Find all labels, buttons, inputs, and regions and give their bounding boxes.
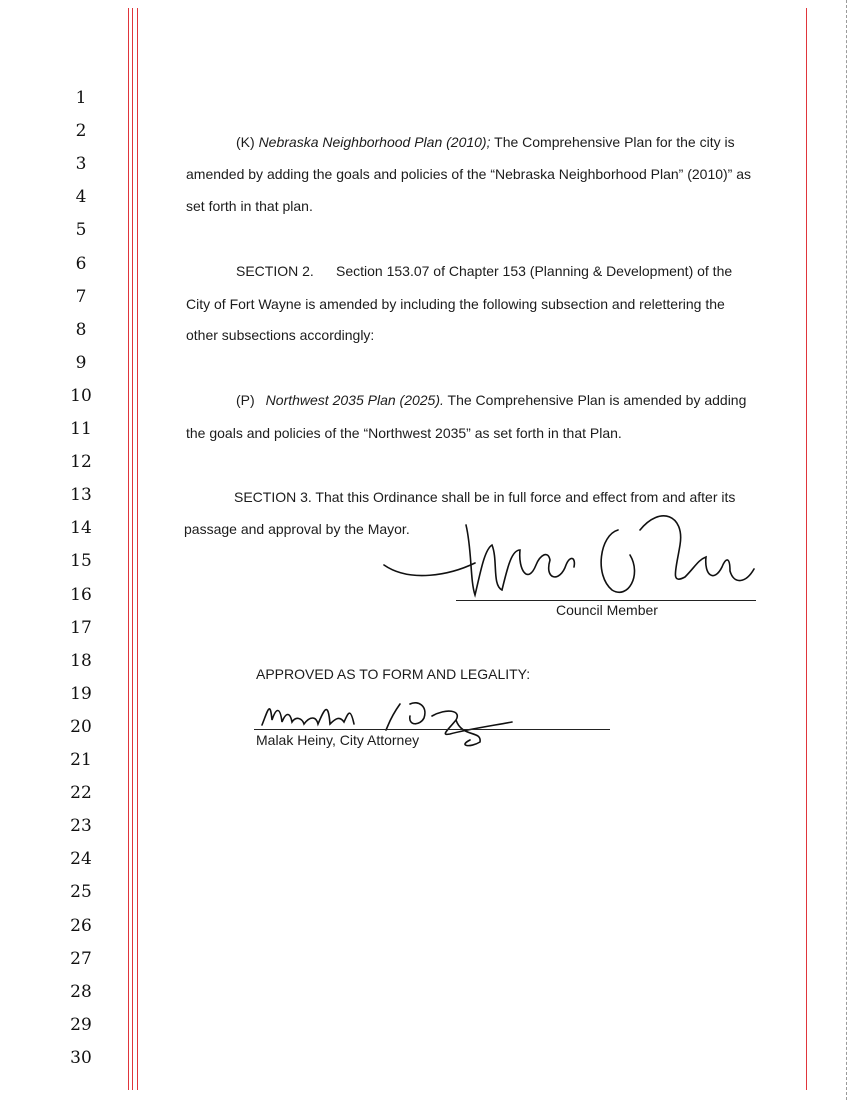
line-number: 20 xyxy=(70,716,92,737)
approval-heading: APPROVED AS TO FORM AND LEGALITY: xyxy=(256,666,531,682)
section-3-line-2: passage and approval by the Mayor. xyxy=(184,521,410,537)
council-member-caption: Council Member xyxy=(556,602,658,618)
line-number: 16 xyxy=(70,584,92,605)
line-number: 15 xyxy=(70,551,92,572)
line-number: 24 xyxy=(70,849,92,870)
line-number: 21 xyxy=(70,750,92,770)
left-margin-rule xyxy=(132,8,133,1090)
para-k-line-1: (K) Nebraska Neighborhood Plan (2010); The Comprehensive Plan for the city is xyxy=(236,134,735,150)
line-number: 30 xyxy=(70,1047,92,1068)
line-number: 26 xyxy=(70,915,92,936)
line-number: 1 xyxy=(75,88,87,108)
line-number: 23 xyxy=(70,816,92,837)
para-p-line-2: the goals and policies of the “Northwest 2035” as set forth in that Plan. xyxy=(186,425,622,441)
section-2-line-3: other subsections accordingly: xyxy=(186,327,375,343)
page-edge xyxy=(846,0,847,1100)
line-number: 11 xyxy=(70,419,92,439)
plan-title: Northwest 2035 Plan (2025). xyxy=(265,392,444,408)
line-number: 29 xyxy=(70,1014,92,1035)
line-number: 2 xyxy=(75,121,87,142)
line-number: 10 xyxy=(70,385,92,406)
line-number: 3 xyxy=(75,154,87,175)
line-number: 5 xyxy=(75,220,87,241)
council-signature-line xyxy=(456,600,756,601)
para-p-line-1: (P) Northwest 2035 Plan (2025). The Comprehensive Plan is amended by adding xyxy=(236,392,747,408)
plan-title: Nebraska Neighborhood Plan (2010); xyxy=(258,134,491,150)
line-number: 17 xyxy=(70,617,92,638)
left-margin-rule xyxy=(128,8,129,1090)
para-k-line-2: amended by adding the goals and policies of the “Nebraska Neighborhood Plan” (2010)” as xyxy=(186,166,752,182)
line-number: 14 xyxy=(70,518,92,539)
council-member-signature xyxy=(380,505,770,605)
line-number: 28 xyxy=(70,981,92,1002)
line-number: 25 xyxy=(70,882,92,903)
line-number: 19 xyxy=(70,683,92,704)
line-number: 18 xyxy=(70,650,92,671)
section-2-line-1: Section 153.07 of Chapter 153 (Planning & Development) of the xyxy=(336,263,733,279)
city-attorney-signature-line xyxy=(254,729,610,730)
line-number: 22 xyxy=(70,783,92,804)
line-number: 13 xyxy=(70,485,92,506)
section-2-label: SECTION 2. xyxy=(236,263,314,279)
para-k-line-3: set forth in that plan. xyxy=(186,198,313,214)
right-margin-rule xyxy=(806,8,807,1090)
line-number: 8 xyxy=(75,319,87,340)
line-number: 6 xyxy=(75,253,87,274)
line-number: 27 xyxy=(70,948,92,969)
city-attorney-caption: Malak Heiny, City Attorney xyxy=(256,732,420,748)
line-number: 7 xyxy=(75,286,87,307)
line-number: 9 xyxy=(75,352,87,373)
section-3-line-1: SECTION 3. That this Ordinance shall be in full force and effect from and after its xyxy=(234,489,736,505)
section-2-line-2: City of Fort Wayne is amended by including the following subsection and relettering the xyxy=(186,296,725,312)
line-number: 12 xyxy=(70,452,92,473)
line-number: 4 xyxy=(75,187,87,208)
left-margin-rule xyxy=(137,8,138,1090)
